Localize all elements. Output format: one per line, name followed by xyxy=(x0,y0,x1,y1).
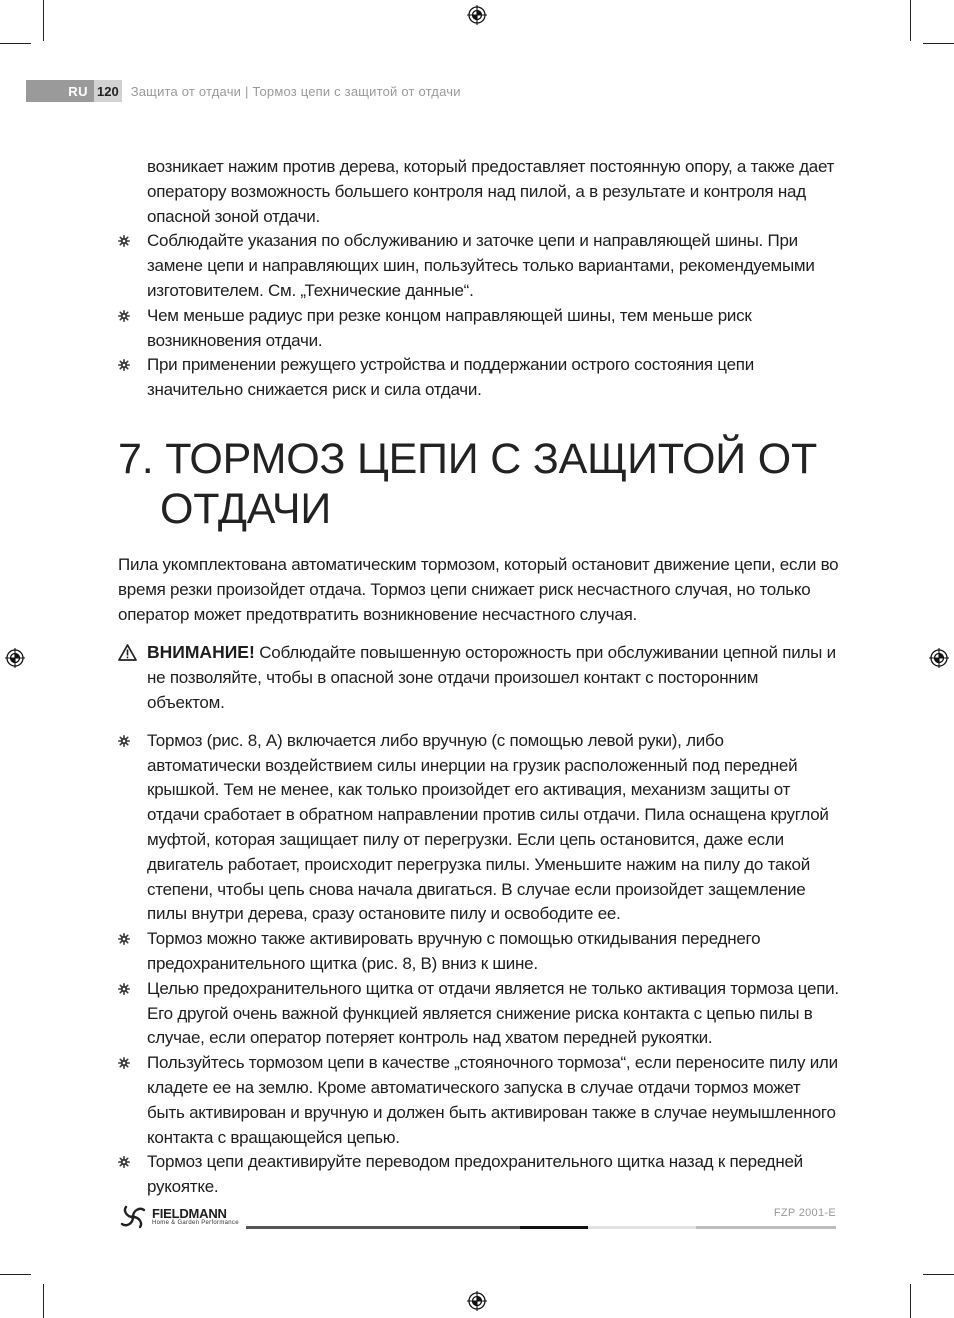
running-title: Защита от отдачи | Тормоз цепи с защитой от отдачи xyxy=(130,83,461,99)
language-badge: RU xyxy=(26,80,94,102)
section-intro: Пила укомплектована автоматическим тормозом, который остановит движение цепи, если во время резки произойдет отдача. Тормоз цепи снижает риск несчастного случая, но только оператор может предотвратить возникновение несчастного случая. xyxy=(118,554,839,624)
section-heading-line2: ОТДАЧИ xyxy=(160,484,332,533)
list-item: Тормоз можно также активировать вручную с помощью откидывания переднего предохранительного щитка (рис. 8, B) вниз к шине. xyxy=(118,927,840,977)
footer-rule xyxy=(246,1226,520,1229)
footer-rule xyxy=(696,1226,836,1229)
registration-mark-icon xyxy=(929,648,949,668)
crop-mark xyxy=(0,1274,31,1275)
brand-tagline: Home & Garden Performance xyxy=(152,1220,239,1226)
page-header xyxy=(26,80,461,102)
registration-mark-icon xyxy=(467,1291,487,1311)
gear-bullet-icon xyxy=(118,359,130,371)
gear-bullet-icon xyxy=(118,1057,130,1069)
gear-bullet-icon xyxy=(118,310,130,322)
gear-bullet-icon xyxy=(118,1156,130,1168)
list-item: Целью предохранительного щитка от отдачи является не только активация тормоза цепи. Его другой очень важной функцией является снижение риска контакта с цепью пилы в случае, если оператор потеряет контроль над хватом передней рукоятки. xyxy=(118,977,840,1051)
gear-bullet-icon xyxy=(118,933,130,945)
crop-mark xyxy=(910,0,911,41)
bullet-list-top xyxy=(118,229,840,403)
warning-triangle-icon xyxy=(118,644,137,661)
brand-logo xyxy=(118,1204,239,1230)
footer-rule xyxy=(520,1226,588,1229)
crop-mark xyxy=(0,43,31,44)
list-item: Пользуйтесь тормозом цепи в качестве „стояночного тормоза“, если переносите пилу или кладете ее на землю. Кроме автоматического запуска в случае отдачи тормоз может быть активирован и вручную и должен быть активирован также в случае неумышленного контакта с вращающейся цепью. xyxy=(118,1051,840,1150)
crop-mark xyxy=(43,1284,44,1318)
gear-bullet-icon xyxy=(118,735,130,747)
list-item: Соблюдайте указания по обслуживанию и заточке цепи и направляющей шины. При замене цепи и направляющих шин, пользуйтесь только вариантами, рекомендуемыми изготовителем. См. „Технические данные“. xyxy=(118,229,840,303)
section-heading-line1: 7. ТОРМОЗ ЦЕПИ С ЗАЩИТОЙ ОТ xyxy=(118,434,818,483)
list-item: Тормоз (рис. 8, A) включается либо вручную (с помощью левой руки), либо автоматически воздействием силы инерции на грузик расположенный под передней крышкой. Тем не менее, как только произойдет его активация, механизм защиты от отдачи сработает в обратном направлении против силы отдачи. Пила оснащена круглой муфтой, которая защищает пилу от перегрузки. Если цепь остановится, даже если двигатель работает, происходит перегрузка пилы. Уменьшите нажим на пилу до такой степени, чтобы цепь снова начала двигаться. В случае если произойдет защемление пилы внутри дерева, сразу остановите пилу и освободите ее. xyxy=(118,729,840,927)
list-item: Тормоз цепи деактивируйте переводом предохранительного щитка назад к передней рукоятке. xyxy=(118,1150,840,1200)
registration-mark-icon xyxy=(5,648,25,668)
continuation-paragraph: возникает нажим против дерева, который предоставляет постоянную опору, а также дает оператору возможность большего контроля над пилой, а в результате и контроля над опасной зоной отдачи. xyxy=(147,157,835,226)
bullet-list-bottom xyxy=(118,729,840,1200)
crop-mark xyxy=(43,0,44,41)
footer-rule xyxy=(588,1226,696,1229)
warning-text: Соблюдайте повышенную осторожность при обслуживании цепной пилы и не позволяйте, чтобы в опасной зоне отдачи произошел контакт с посторонним объектом. xyxy=(147,643,836,712)
list-item: При применении режущего устройства и поддержании острого состояния цепи значительно снижается риск и сила отдачи. xyxy=(118,353,840,403)
gear-bullet-icon xyxy=(118,235,130,247)
gear-bullet-icon xyxy=(118,983,130,995)
crop-mark xyxy=(910,1284,911,1318)
page-number: 120 xyxy=(94,80,122,102)
brand-name: FIELDMANN xyxy=(152,1206,227,1221)
warning-label: ВНИМАНИЕ! xyxy=(147,642,255,663)
warning-block xyxy=(118,640,840,715)
list-item: Чем меньше радиус при резке концом направляющей шины, тем меньше риск возникновения отдачи. xyxy=(118,304,840,354)
crop-mark xyxy=(923,43,954,44)
registration-mark-icon xyxy=(467,5,487,25)
section-heading xyxy=(118,434,840,534)
page-content xyxy=(118,155,840,1200)
model-number: FZP 2001-E xyxy=(773,1207,836,1219)
fieldmann-swirl-logo-icon xyxy=(118,1204,148,1230)
crop-mark xyxy=(923,1274,954,1275)
